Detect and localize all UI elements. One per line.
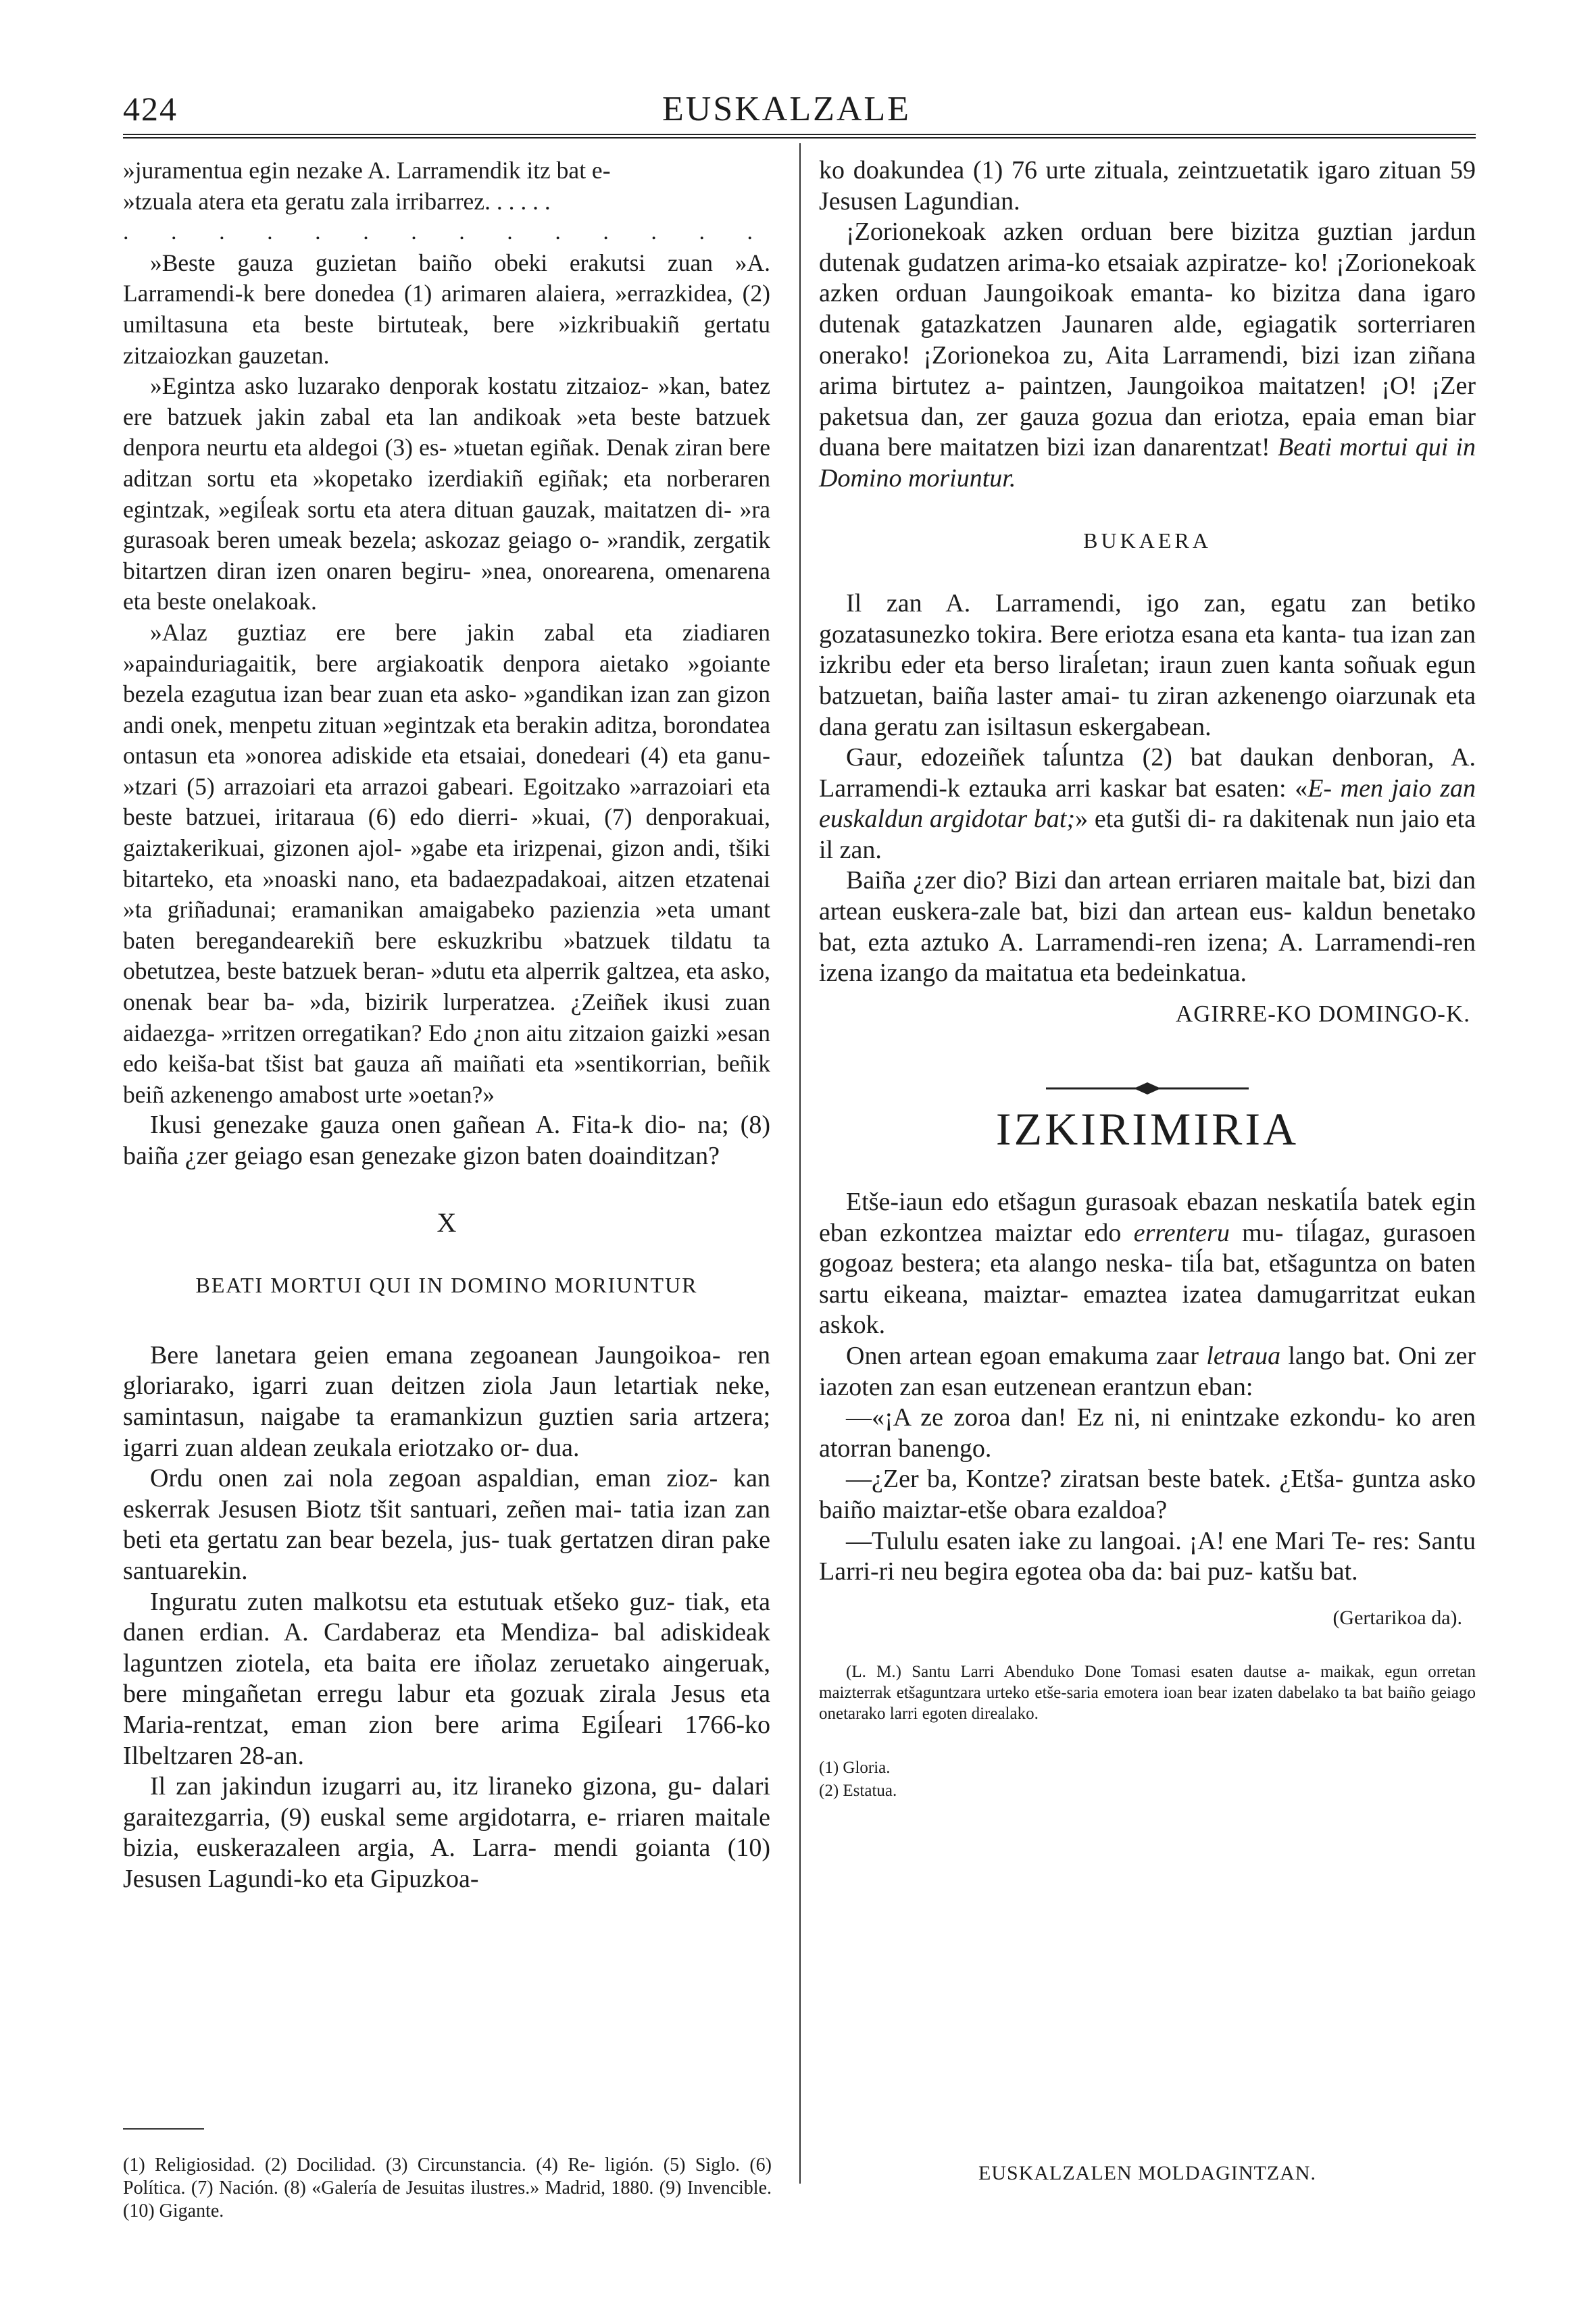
dialogue-line: —Tululu esaten iake zu langoai. ¡A! ene Mari Te- res: Santu Larri-ri neu begira egotea oba da: bai puz- katšu bat.: [819, 1526, 1476, 1586]
quote-line: »juramentua egin nezake A. Larramendik itz bat e-: [123, 157, 611, 184]
article-title: IZKIRIMIRIA: [995, 1103, 1299, 1155]
page-number: 424: [123, 90, 178, 128]
section-title: BEATI MORTUI QUI IN DOMINO MORIUNTUR: [195, 1273, 698, 1298]
body-paragraph: Ordu onen zai nola zegoan aspaldian, eman zioz- kan eskerrak Jesusen Biotz tšit santuari, zeñen mai- tatia izan zan beti eta gertatu zan bear bezela, jus- tuak gertatzen diran pake santuarekin.: [123, 1464, 770, 1585]
italic-word: errenteru: [1133, 1218, 1230, 1247]
paragraph-text: ¡Zorionekoak azken orduan bere bizitza guztian jardun dutenak gudatzen arima-ko etsaiak azpiratze- ko! ¡Zorionekoak azken orduan Jaungoikoak emanta- ko bizitza dana igaro dutenak gatazkatzen Jaunaren alde, egiagatik sorterriaren onerako! ¡Zorionekoa zu, Aita Larramendi, bizi izan ziñana arima birtutez a- paintzen, Jaungoikoa maitatzen! ¡O! ¡Zer paketsua dan, zer gauza gozua dan eriotza, epaia eman biar duana bere maitatzen bizi izan danarentzat!: [819, 218, 1476, 462]
body-paragraph: [819, 217, 1476, 494]
paragraph-text: mu- tiĺagaz, gurasoen gogoaz bestera; eta alango neska- tiĺa bat, etšaguntza on baten sartu eikeana, maiztar- emaztea izatea damugarritzat eukan askok.: [819, 1218, 1476, 1340]
body-paragraph: Il zan jakindun izugarri au, itz liraneko gizona, gu- dalari garaitezgarria, (9) euskal seme argidotarra, e- rriaren maitale bizia, euskerazaleen argia, A. Larra- mendi goianta (10) Jesusen Lagundi-ko eta Gipuzkoa-: [123, 1772, 770, 1893]
editor-note-text: (L. M.) Santu Larri Abenduko Done Tomasi esaten dautse a- maikak, egun orretan maizterrak etšaguntzara urteko etše-saria emotera ioan bear izaten dabelako ta bat baiño geiago onetarako larri egoten direalako.: [819, 1663, 1476, 1724]
printer-line: EUSKALZALEN MOLDAGINTZAN.: [978, 2162, 1316, 2184]
author-signature: AGIRRE-KO DOMINGO-K.: [1175, 1000, 1470, 1027]
footnotes: [123, 2154, 772, 2223]
paragraph-text: lango bat. Oni zer iazoten zan esan eutzenean erantzun eban:: [819, 1342, 1476, 1401]
ellipsis-line: . . . . . . . . . . . . . .: [123, 220, 770, 245]
section-number: X: [437, 1207, 457, 1238]
column-divider: [799, 143, 801, 2184]
quote-line: »tzuala atera eta geratu zala irribarrez. . . . . .: [123, 187, 551, 215]
note-footnote: (1) Gloria.: [819, 1759, 891, 1778]
running-title: EUSKALZALE: [662, 90, 911, 128]
quotation: [123, 155, 770, 217]
body-paragraph: [819, 1341, 1476, 1403]
right-column: [819, 155, 1476, 1803]
source-note: (Gertarikoa da).: [1332, 1606, 1462, 1629]
body-paragraph: Il zan A. Larramendi, igo zan, egatu zan betiko gozatasunezko tokira. Bere eriotza esana eta kanta- tua izan zan izkribu eder eta berso liraĺetan; iraun zuen kanta soñuak egun batzuetan, baiña laster amai- tu ziran azkenengo oiarzunak eta dana geratu zan isiltasun eskergabean.: [819, 589, 1476, 741]
quotation: [123, 248, 770, 1111]
body-paragraph: [819, 743, 1476, 865]
paragraph-text: Onen artean egoan emakuma zaar: [846, 1342, 1207, 1370]
quote-paragraph: »Beste gauza guzietan baiño obeki erakutsi zuan »A. Larramendi-k bere donedea (1) arimaren alaiera, »errazkidea, (2) umiltasuna eta beste birtuteak, bere »izkribuakiñ gertatu zitzaiozkan gauzetan.: [123, 249, 770, 369]
header-rule: [123, 134, 1476, 139]
paragraph-text: Gaur, edozeiñek taĺuntza (2) bat daukan denboran, A. Larramendi-k eztauka arri kaskar bat esaten: «: [819, 743, 1476, 803]
body-paragraph: Baiña ¿zer dio? Bizi dan artean erriaren maitale bat, bizi dan artean euskera-zale bat, bizi dan artean eus- kaldun benetako bat, ezta aztuko A. Larramendi-ren izena; A. Larramendi-ren izena izango da maitatua eta bedeinkatua.: [819, 866, 1476, 988]
latin-phrase: Beati mortui qui in Domino moriuntur.: [819, 433, 1476, 493]
quote-paragraph: »Egintza asko luzarako denporak kostatu zitzaioz- »kan, batez ere batzuek jakin zabal eta lan andikoak »eta beste batzuek denpora neurtu eta aldegoi (3) es- »tuetan egiñak. Denak ziran bere aditzan sortu eta »kopetako izerdiakiñ egiñak; eta norberaren egintzak, »egiĺeak sortu eta atera dituan gauzak, maitatzen di- »ra gurasoak beren umeak bezela; askozaz geiago o- »randik, zergatik bitartzen diran izen onaren begiru- »nea, onorearena, omenarena eta beste onelakoak.: [123, 372, 770, 615]
editor-note: [819, 1661, 1476, 1724]
ornament-divider: [1046, 1075, 1249, 1102]
body-paragraph: Inguratu zuten malkotsu eta estutuak etšeko guz- tiak, eta danen erdian. A. Cardaberaz eta Mendiza- bal adiskideak laguntzen ziotela, eta baita ere iñolaz zeruetako aingeruak, bere mingañetan erregu labur eta gozuak zirala Jesus eta Maria-rentzat, eman zion bere arima Egiĺeari 1766-ko Ilbeltzaren 28-an.: [123, 1587, 770, 1770]
dialogue-line: —«¡A ze zoroa dan! Ez ni, ni enintzake ezkondu- ko aren atorran banengo.: [819, 1403, 1476, 1463]
note-footnotes: [819, 1757, 1476, 1803]
body-paragraph: Ikusi genezake gauza onen gañean A. Fita-k dio- na; (8) baiña ¿zer geiago esan genezake gizon baten doainditzan?: [123, 1111, 770, 1170]
paragraph-text: » eta gutši di- ra dakitenak nun jaio eta il zan.: [819, 805, 1476, 864]
quote-paragraph: »Alaz guztiaz ere bere jakin zabal eta ziadiaren »apainduriagaitik, bere argiakoatik denpora aietako »goiante bezela ezagutua izan bear zuan eta asko- »gandikan izan zan gizon andi onek, menpetu zituan »egintzak eta berakin aditza, borondatea ontasun eta »onorea adiskide eta etsaiai, donedeari (4) eta ganu- »tzari (5) arrazoiari eta arrazoi gabeari. Egoitzako »arrazoiari eta beste batzuei, iritaraua (6) edo dierri- »kuai, (7) denporakuai, gaiztakerikuai, gizonen ajol- »gabe eta irizpenai, gizon andi, tšiki bitarteko, eta »noaski nano, eta badaezpadakoai, aitzen etzatenai »ta griñadunai; eramanikan amaigabeko pazienzia »eta umant baten beregandearekiñ bere eskuzkribu »batzuek tildatu ta obetutzea, beste batzuek beran- »dutu eta alperrik galtzea, eta asko, onenak bear ba- »da, bizirik lurperatzea. ¿Zeiñek ikusi zuan aidaezga- »rritzen orregatikan? Edo ¿non aitu zitzaion gaizki »esan edo keiša-bat tšist bat gauza añ maiñati eta »sentikorrian, beñik beiñ azkenengo amabost urte »oetan?»: [123, 618, 770, 1108]
body-paragraph: [819, 1187, 1476, 1341]
italic-word: letraua: [1206, 1342, 1281, 1370]
left-column: [123, 155, 770, 1894]
note-footnote: (2) Estatua.: [819, 1782, 897, 1801]
footnote-text: (1) Religiosidad. (2) Docilidad. (3) Circunstancia. (4) Re- ligión. (5) Siglo. (6) Política. (7) Nación. (8) «Galería de Jesuitas ilustres.» Madrid, 1880. (9) Invencible. (10) Gigante.: [123, 2155, 772, 2221]
italic-phrase: E- men jaio zan euskaldun argidotar bat;: [819, 774, 1476, 834]
body-paragraph: ko doakundea (1) 76 urte zituala, zeintzuetatik igaro zituan 59 Jesusen Lagundian.: [819, 156, 1476, 216]
footnote-rule: [123, 2128, 204, 2130]
body-paragraph: Bere lanetara geien emana zegoanean Jaungoikoa- ren gloriarako, igarri zuan deitzen ziola Jaun letartiak neke, samintasun, naigabe ta eramankizun guztien saria artzera; igarri zuan aldean zeukala eriotzako or- dua.: [123, 1340, 770, 1462]
dialogue-line: —¿Zer ba, Kontze? ziratsan beste batek. ¿Etša- guntza asko baiño maiztar-etše obara ezaldoa?: [819, 1465, 1476, 1524]
paragraph-text: Etše-iaun edo etšagun gurasoak ebazan neskatiĺa batek egin eban ezkontzea maiztar edo: [819, 1188, 1476, 1247]
bukaera-heading: BUKAERA: [1083, 528, 1212, 553]
